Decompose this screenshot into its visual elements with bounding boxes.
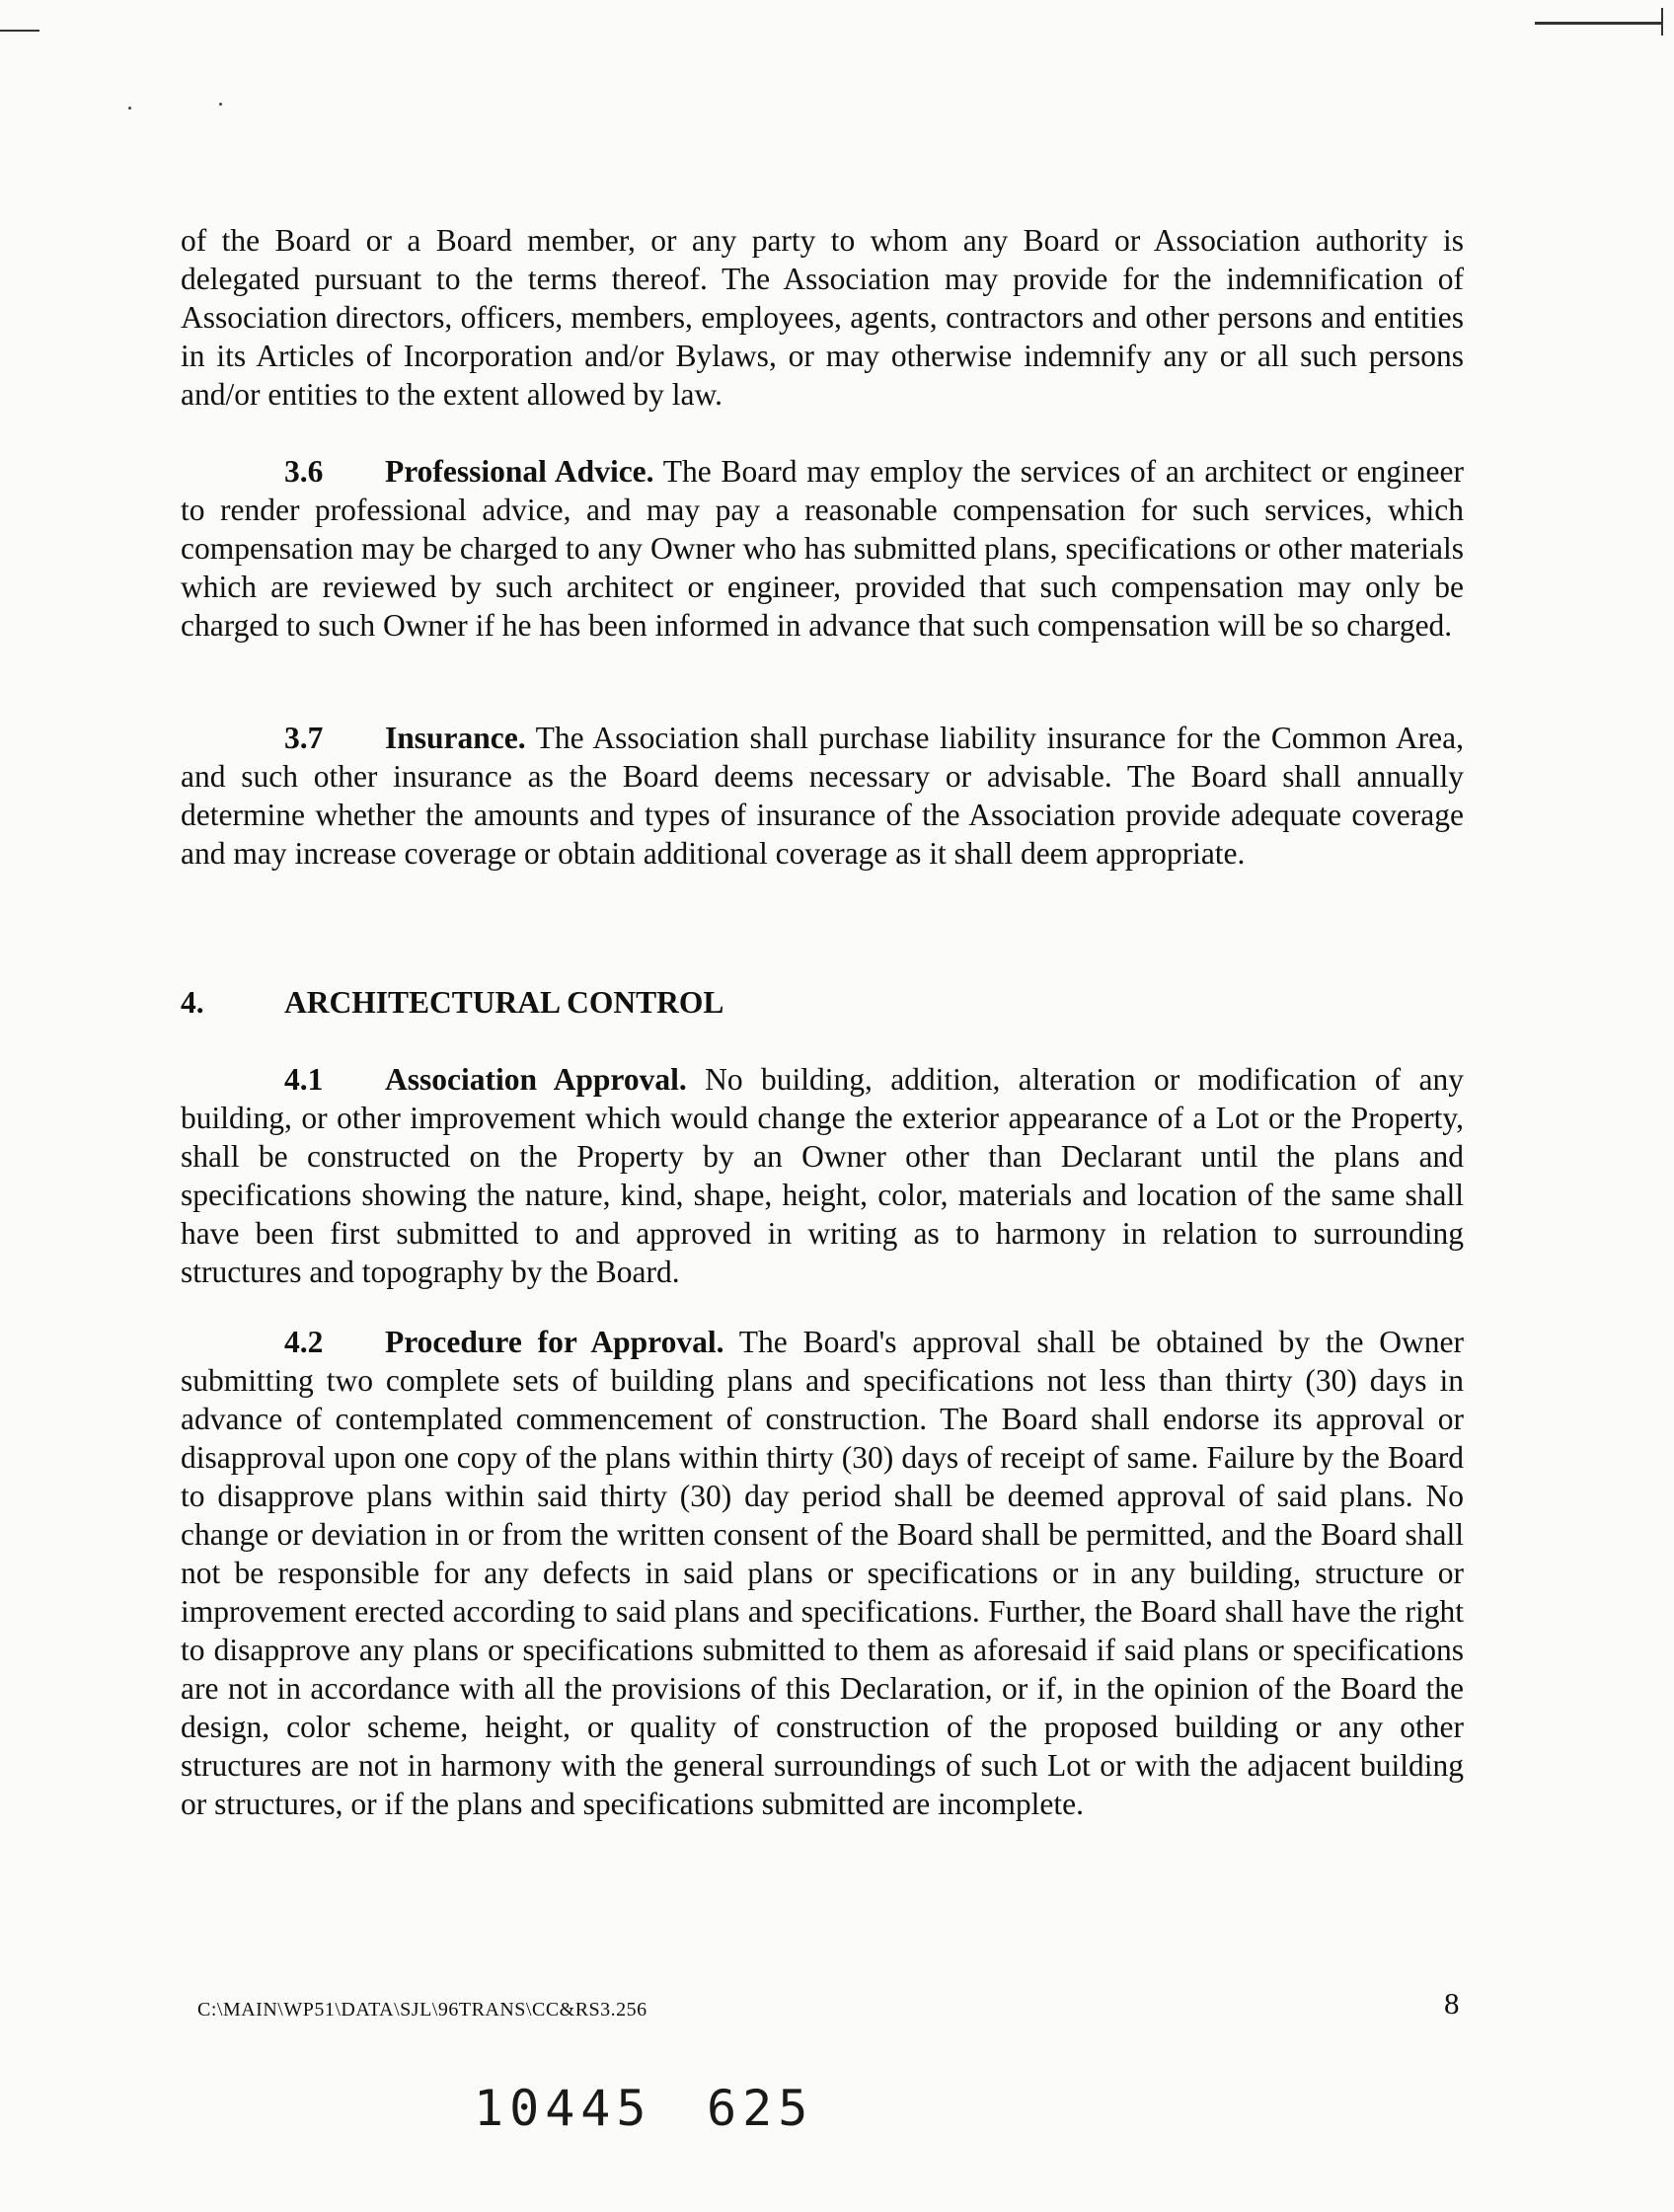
section-body: No building, addition, alteration or modification of any building, or other improvement which would change the exterior appearance of a Lot or the Property, shall be constructed on the Property by an Owner other than Declarant until the plans and specifications showing the nature, kind, shape, height, color, materials and location of the same shall have been first submitted to and approved in writing as to harmony in relation to surrounding structures and topography by the Board. <box>181 1062 1464 1289</box>
section-3-6 <box>181 452 1464 645</box>
recording-page-number: 625 <box>707 2080 814 2137</box>
section-4-2 <box>181 1323 1464 1823</box>
recording-book-number: 10445 <box>474 2080 652 2137</box>
scan-speck <box>219 103 222 106</box>
section-number: 4. <box>181 985 204 1020</box>
section-title: ARCHITECTURAL CONTROL <box>284 985 724 1020</box>
section-number: 3.6 <box>284 454 324 489</box>
section-number: 3.7 <box>284 721 324 755</box>
paragraph-intro-text: of the Board or a Board member, or any party to whom any Board or Association authority is delegated pursuant to the terms thereof. The Association may provide for the indemnification of Association directors, officers, members, employees, agents, contractors and other persons and entities in its Articles of Incorporation and/or Bylaws, or may otherwise indemnify any or all such persons and/or entities to the extent allowed by law. <box>181 223 1464 412</box>
scan-speck <box>128 107 131 110</box>
section-title: Insurance. <box>385 721 526 755</box>
section-4-1 <box>181 1060 1464 1291</box>
section-body: The Board may employ the services of an architect or engineer to render professional advice, and may pay a reasonable compensation for such services, which compensation may be charged to any Owner who has submitted plans, specifications or other materials which are reviewed by such architect or engineer, provided that such compensation may only be charged to such Owner if he has been informed in advance that such compensation will be so charged. <box>181 454 1464 643</box>
scan-edge-tick-right <box>1661 8 1663 36</box>
section-body: The Association shall purchase liability insurance for the Common Area, and such other insurance as the Board deems necessary or advisable. The Board shall annually determine whether the amounts and types of insurance of the Association provide adequate coverage and may increase coverage or obtain additional coverage as it shall deem appropriate. <box>181 721 1464 871</box>
paragraph-intro <box>181 221 1464 414</box>
section-number: 4.1 <box>284 1062 324 1097</box>
scan-edge-mark-left <box>0 30 39 32</box>
section-4-heading <box>181 985 723 1021</box>
page-number: 8 <box>1444 1986 1460 2021</box>
section-title: Procedure for Approval. <box>385 1325 724 1359</box>
section-3-7 <box>181 719 1464 873</box>
section-title: Professional Advice. <box>385 454 654 489</box>
footer-file-path: C:\MAIN\WP51\DATA\SJL\96TRANS\CC&RS3.256 <box>197 1999 647 2021</box>
section-body: The Board's approval shall be obtained by the Owner submitting two complete sets of building plans and specifications not less than thirty (30) days in advance of contemplated commencement of construction. The Board shall endorse its approval or disapproval upon one copy of the plans within thirty (30) days of receipt of same. Failure by the Board to disapprove plans within said thirty (30) day period shall be deemed approval of said plans. No change or deviation in or from the written consent of the Board shall be permitted, and the Board shall not be responsible for any defects in said plans or specifications or in any building, structure or improvement erected according to said plans and specifications. Further, the Board shall have the right to disapprove any plans or specifications submitted to them as aforesaid if said plans or specifications are not in accordance with all the provisions of this Declaration, or if, in the opinion of the Board the design, color scheme, height, or quality of construction of the proposed building or any other structures are not in harmony with the general surroundings of such Lot or with the adjacent building or structures, or if the plans and specifications submitted are incomplete. <box>181 1325 1464 1821</box>
section-title: Association Approval. <box>385 1062 687 1097</box>
section-number: 4.2 <box>284 1325 324 1359</box>
scan-edge-mark-right <box>1535 22 1661 25</box>
